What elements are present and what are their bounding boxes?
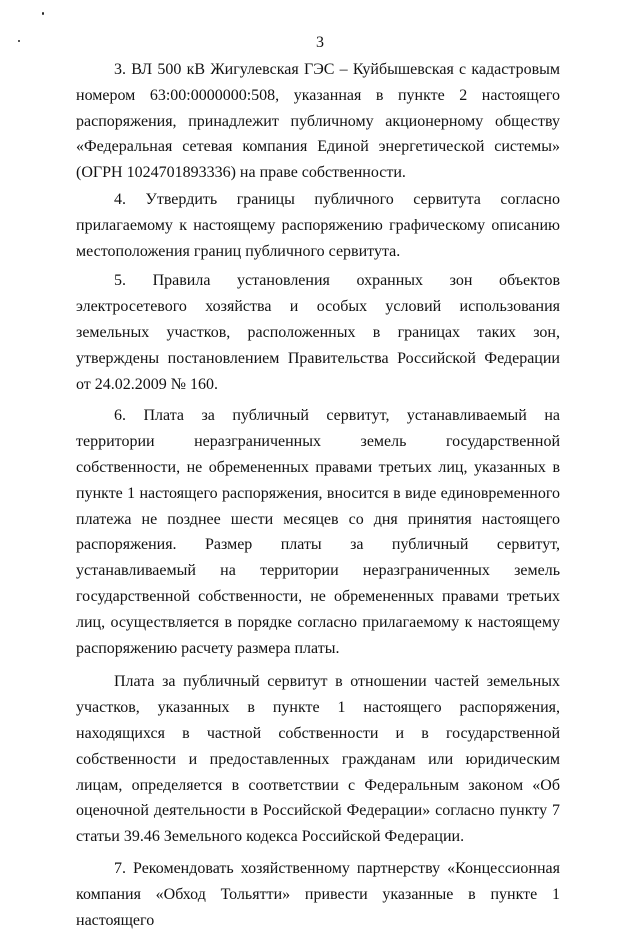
paragraph-item-4: 4. Утвердить границы публичного сервитута согласно прилагаемому к настоящему распоряжению графическому описанию местоположения границ публичного сервитута. bbox=[76, 190, 560, 260]
paragraph-item-6: 6. Плата за публичный сервитут, устанавливаемый на территории неразграниченных земель государственной собственности, не обремененных правами третьих лиц, указанных в пункте 1 настоящего распоряжения, вносится в виде единовременного платежа не позднее шести месяцев со дня принятия настоящего распоряжения. Размер платы за публичный сервитут, устанавливаемый на территории неразграниченных земель государственной собственности, не обремененных правами третьих лиц, осуществляется в порядке согласно прилагаемому к настоящему распоряжению расчету размера платы. bbox=[76, 407, 560, 657]
paragraph-item-5: 5. Правила установления охранных зон объектов электросетевого хозяйства и особых условий использования земельных участков, расположенных в границах таких зон, утверждены постановлением Правительства Российской Федерации от 24.02.2009 № 160. bbox=[76, 272, 560, 393]
document-body bbox=[76, 57, 560, 933]
page-number: 3 bbox=[316, 34, 324, 51]
paragraph-payment-private: Плата за публичный сервитут в отношении частей земельных участков, указанных в пункте 1 настоящего распоряжения, находящихся в частной собственности и в государственной собственности и предоставленных гражданам или юридическим лицам, определяется в соответствии с Федеральным законом «Об оценочной деятельности в Российской Федерации» согласно пункту 7 статьи 39.46 Земельного кодекса Российской Федерации. bbox=[76, 673, 560, 846]
scan-speck bbox=[42, 12, 44, 15]
paragraph-item-7: 7. Рекомендовать хозяйственному партнерству «Концессионная компания «Обход Тольятти» привести указанные в пункте 1 настоящего bbox=[76, 859, 560, 929]
paragraph-item-3: 3. ВЛ 500 кВ Жигулевская ГЭС – Куйбышевская с кадастровым номером 63:00:0000000:508, указанная в пункте 2 настоящего распоряжения, принадлежит публичному акционерному обществу «Федеральная сетевая компания Единой энергетической системы» (ОГРН 1024701893336) на праве собственности. bbox=[76, 61, 560, 182]
